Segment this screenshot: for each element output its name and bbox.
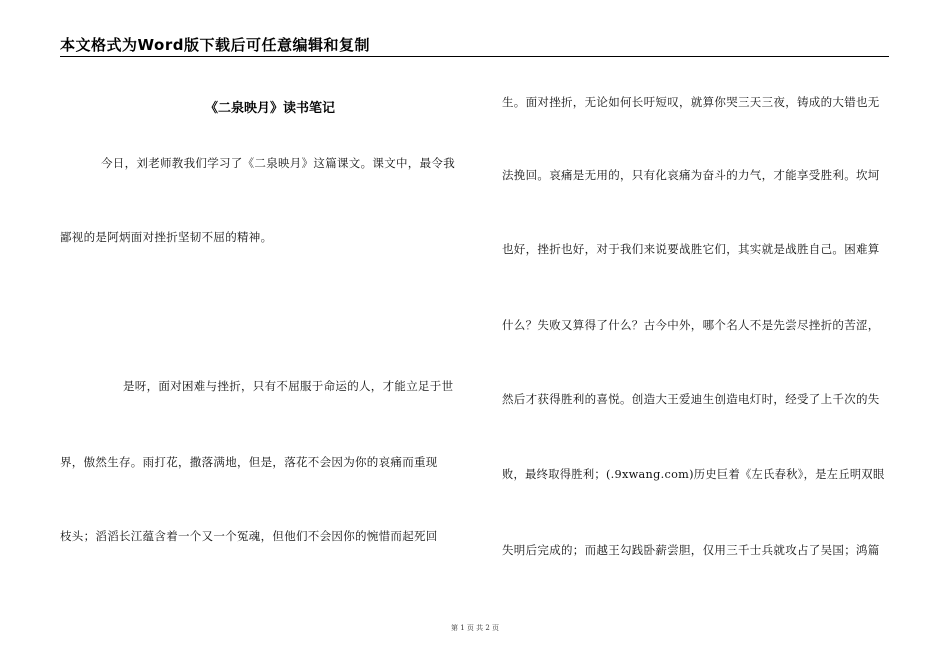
left-line-4: 界，傲然生存。雨打花，撒落满地，但是，落花不会因为你的哀痛而重现	[60, 455, 438, 469]
left-line-5: 枝头；滔滔长江蕴含着一个又一个冤魂，但他们不会因你的惋惜而起死回	[60, 529, 438, 543]
right-line-6: 败，最终取得胜利；(.9xwang.com)历史巨着《左氏春秋》，是左丘明双眼	[502, 468, 885, 481]
right-line-4: 什么？失败又算得了什么？古今中外，哪个名人不是先尝尽挫折的苦涩，	[502, 318, 880, 332]
right-line-3: 也好，挫折也好，对于我们来说要战胜它们，其实就是战胜自己。困难算	[502, 242, 880, 256]
page-number: 第 1 页 共 2 页	[450, 624, 500, 632]
article-title: 《二泉映月》读书笔记	[204, 101, 335, 116]
left-line-1: 今日，刘老师教我们学习了《二泉映月》这篇课文。课文中，最令我	[101, 156, 455, 170]
right-line-7: 失明后完成的；而越王勾践卧薪尝胆，仅用三千士兵就攻占了吴国；鸿篇	[502, 543, 880, 557]
left-line-2: 鄙视的是阿炳面对挫折坚韧不屈的精神。	[60, 230, 273, 244]
right-line-2: 法挽回。哀痛是无用的，只有化哀痛为奋斗的力气，才能享受胜利。坎坷	[502, 168, 880, 182]
right-line-1: 生。面对挫折，无论如何长吁短叹，就算你哭三天三夜，铸成的大错也无	[502, 95, 880, 109]
document-header: 本文格式为Word版下载后可任意编辑和复制	[60, 36, 370, 54]
left-line-3: 是呀，面对困难与挫折，只有不屈服于命运的人，才能立足于世	[123, 379, 454, 393]
right-line-5: 然后才获得胜利的喜悦。创造大王爱迪生创造电灯时，经受了上千次的失	[502, 392, 880, 406]
header-divider	[60, 56, 889, 57]
